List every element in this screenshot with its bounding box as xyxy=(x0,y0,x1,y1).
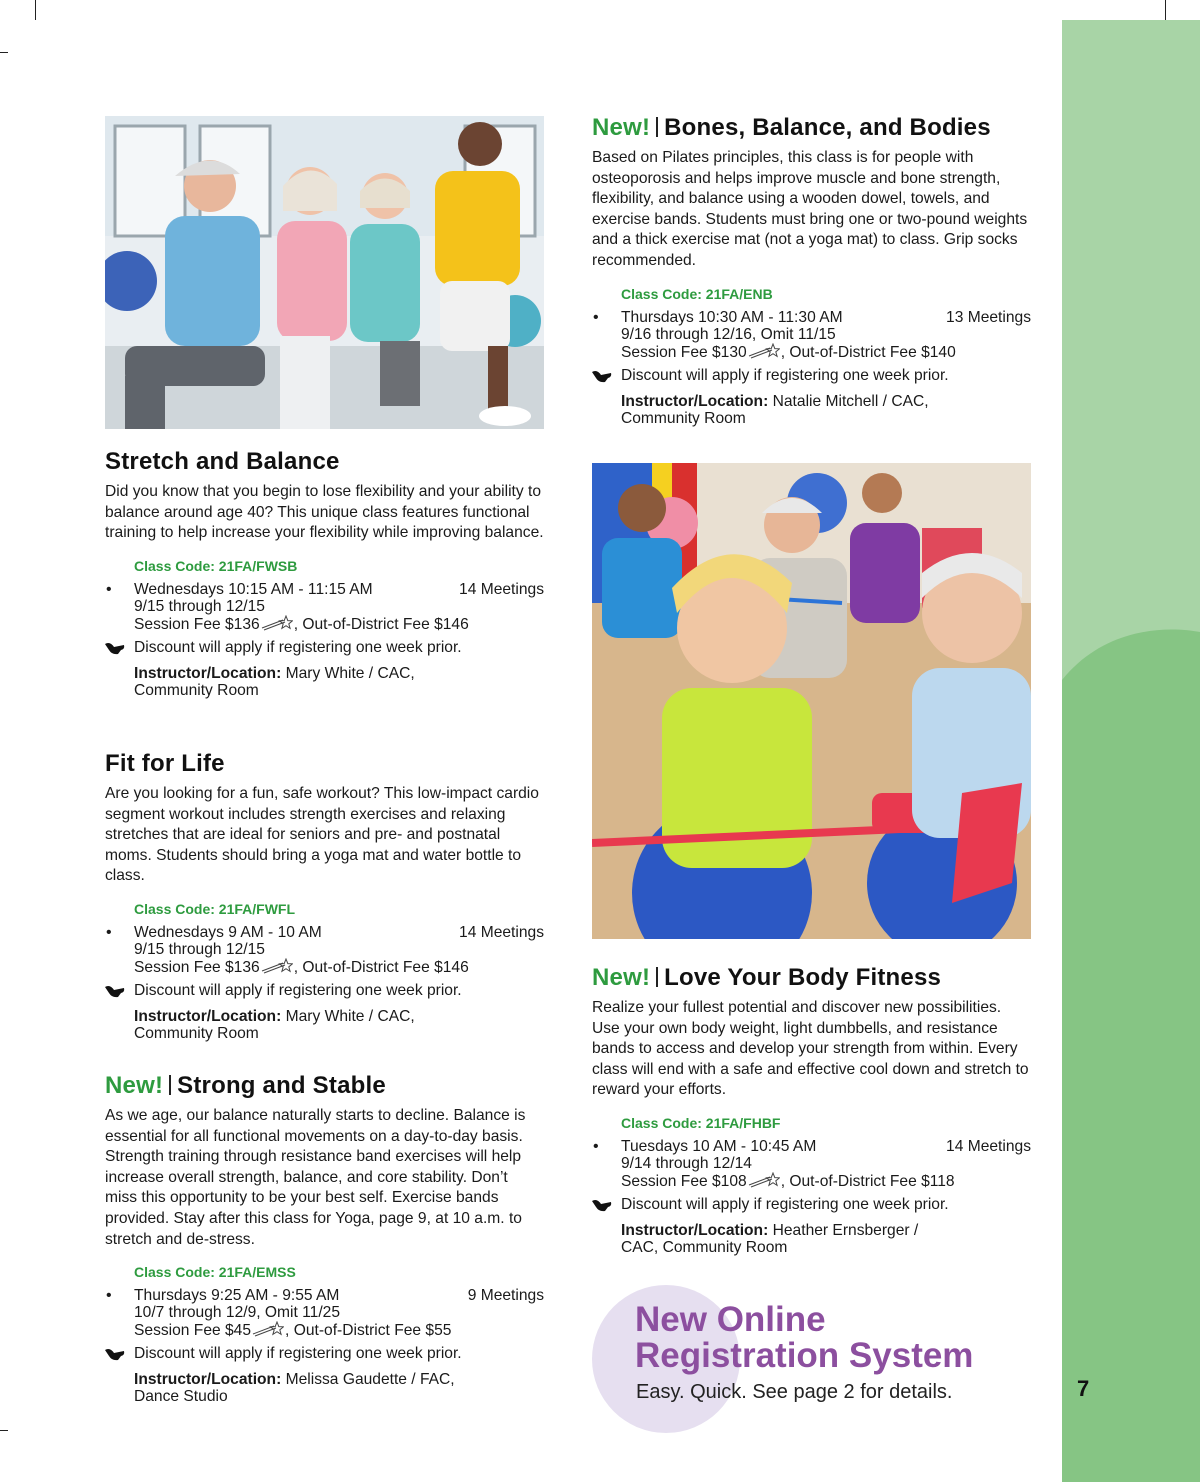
photo-seniors-stretching xyxy=(105,116,544,429)
schedule-row xyxy=(106,1287,544,1305)
instructor-label: Instructor/Location: xyxy=(621,1221,769,1239)
session-fee: Session Fee $45 xyxy=(134,1322,252,1340)
discount-note xyxy=(621,367,1031,385)
class-description: Based on Pilates principles, this class is for people with osteoporosis and helps improve muscle and bone strength, flexibility, and balance using a wooden dowel, towels, and exercise bands. Students must bring one or two-pound weights and a thick exercise mat (not a yoga mat) to class. Grip socks recommended. xyxy=(592,149,1028,269)
class-title-text: Strong and Stable xyxy=(177,1072,386,1099)
instructor-label: Instructor/Location: xyxy=(621,392,769,410)
crop-mark xyxy=(35,0,36,20)
fee-line xyxy=(621,343,1031,361)
schedule-row xyxy=(593,1137,1031,1155)
class-description: Are you looking for a fun, safe workout? This low-impact cardio segment workout includes strength exercises and relaxing stretches that are ideal for seniors and pre- and postnatal moms. Students should bring a yoga mat and water bottle to class. xyxy=(105,785,539,885)
fee-line xyxy=(134,1321,544,1339)
discount-star-icon xyxy=(748,1172,780,1188)
schedule: Thursdays 10:30 AM - 11:30 AM xyxy=(621,308,843,326)
discount-note xyxy=(621,1196,1031,1214)
out-of-district-fee: , Out-of-District Fee $140 xyxy=(780,343,956,361)
location: Community Room xyxy=(621,409,746,427)
new-badge: New! xyxy=(592,964,651,991)
discount-note xyxy=(134,982,544,1000)
class-details xyxy=(592,1115,1031,1256)
meetings-count: 13 Meetings xyxy=(946,308,1031,326)
class-title xyxy=(105,448,544,476)
discount-text: Discount will apply if registering one week prior. xyxy=(134,638,462,656)
out-of-district-fee: , Out-of-District Fee $118 xyxy=(780,1172,955,1190)
location: Dance Studio xyxy=(134,1388,228,1406)
class-title-text: Fit for Life xyxy=(105,750,225,777)
out-of-district-fee: , Out-of-District Fee $55 xyxy=(285,1322,452,1340)
instructor: Mary White / CAC, xyxy=(285,1007,415,1025)
discount-star-icon xyxy=(252,1321,284,1337)
new-badge: New! xyxy=(105,1072,164,1099)
class-title xyxy=(105,750,544,778)
hand-pointer-icon xyxy=(591,369,613,383)
promo-subtitle: Easy. Quick. See page 2 for details. xyxy=(636,1381,953,1403)
discount-text: Discount will apply if registering one week prior. xyxy=(134,1345,462,1363)
instructor: Melissa Gaudette / FAC, xyxy=(285,1371,455,1389)
class-title xyxy=(592,114,1031,142)
class-title xyxy=(105,1072,544,1100)
bullet-icon: • xyxy=(593,1137,599,1155)
bullet-icon: • xyxy=(106,923,112,941)
meetings-count: 14 Meetings xyxy=(946,1137,1031,1155)
discount-star-icon xyxy=(748,343,780,359)
session-fee: Session Fee $136 xyxy=(134,615,260,633)
session-fee: Session Fee $130 xyxy=(621,343,747,361)
class-title-text: Bones, Balance, and Bodies xyxy=(664,114,991,141)
hand-pointer-icon xyxy=(104,984,126,998)
discount-text: Discount will apply if registering one week prior. xyxy=(621,1195,949,1213)
class-love-your-body-fitness xyxy=(592,964,1031,1256)
promo-title-line1: New Online xyxy=(635,1300,826,1339)
sidebar-wave xyxy=(1062,20,1200,1482)
page-number: 7 xyxy=(1077,1376,1090,1401)
fee-line xyxy=(134,615,544,633)
instructor-location xyxy=(621,1222,1031,1256)
schedule-row xyxy=(106,580,544,598)
instructor: Mary White / CAC, xyxy=(285,664,415,682)
sidebar-band xyxy=(1062,20,1200,1482)
session-fee: Session Fee $108 xyxy=(621,1172,747,1190)
promo-title xyxy=(635,1302,1055,1374)
hand-pointer-icon xyxy=(104,1347,126,1361)
class-details xyxy=(105,558,544,699)
promo-title-line2: Registration System xyxy=(635,1336,974,1375)
instructor-label: Instructor/Location: xyxy=(134,664,282,682)
class-code: Class Code: 21FA/ENB xyxy=(621,285,773,302)
schedule: Thursdays 9:25 AM - 9:55 AM xyxy=(134,1287,340,1305)
schedule: Wednesdays 10:15 AM - 11:15 AM xyxy=(134,580,373,598)
class-description: Realize your fullest potential and discover new possibilities. Use your own body weight, light dumbbells, and resistance bands to access and develop your strength from within. Every class will end with a safe and effective cool down and stretch to reward your efforts. xyxy=(592,999,1029,1099)
class-title-text: Love Your Body Fitness xyxy=(664,964,942,991)
discount-star-icon xyxy=(261,615,293,631)
class-stretch-and-balance xyxy=(105,448,544,699)
discount-text: Discount will apply if registering one week prior. xyxy=(134,981,462,999)
fee-line xyxy=(134,958,544,976)
instructor-location xyxy=(134,1008,544,1042)
title-divider xyxy=(169,1075,171,1095)
class-description: Did you know that you begin to lose flexibility and your ability to balance around age 40? This unique class features functional training to help increase your flexibility while improving balance. xyxy=(105,483,544,542)
session-fee: Session Fee $136 xyxy=(134,958,260,976)
class-description: As we age, our balance naturally starts to decline. Balance is essential for all functional movements on a day-to-day basis. Strength training through resistance band exercises will help increase overall strength, balance, and core stability. Don’t miss this opportunity to be your best self. Exercise bands provided. Stay after this class for Yoga, page 9, at 10 a.m. to stretch and de-stress. xyxy=(105,1107,526,1248)
hand-pointer-icon xyxy=(104,641,126,655)
title-divider xyxy=(656,967,658,987)
dates: 10/7 through 12/9, Omit 11/25 xyxy=(134,1304,341,1322)
bullet-icon: • xyxy=(593,308,599,326)
out-of-district-fee: , Out-of-District Fee $146 xyxy=(293,958,469,976)
class-code: Class Code: 21FA/FHBF xyxy=(621,1114,781,1131)
photo-exercise-band-group xyxy=(592,463,1031,939)
location: CAC, Community Room xyxy=(621,1238,788,1256)
class-details xyxy=(105,901,544,1042)
instructor-location xyxy=(134,1371,544,1405)
class-code: Class Code: 21FA/FWSB xyxy=(134,557,298,574)
fee-line xyxy=(621,1172,1031,1190)
class-strong-and-stable xyxy=(105,1072,544,1405)
instructor-label: Instructor/Location: xyxy=(134,1371,282,1389)
bullet-icon: • xyxy=(106,1287,112,1305)
class-details xyxy=(105,1264,544,1405)
title-divider xyxy=(656,117,658,137)
crop-mark xyxy=(0,1430,8,1431)
instructor: Natalie Mitchell / CAC, xyxy=(772,392,929,410)
schedule-row xyxy=(106,923,544,941)
meetings-count: 14 Meetings xyxy=(459,580,544,598)
instructor-location xyxy=(134,665,544,699)
dates: 9/16 through 12/16, Omit 11/15 xyxy=(621,325,836,343)
class-title-text: Stretch and Balance xyxy=(105,448,340,475)
discount-text: Discount will apply if registering one week prior. xyxy=(621,366,949,384)
out-of-district-fee: , Out-of-District Fee $146 xyxy=(293,615,469,633)
class-code: Class Code: 21FA/EMSS xyxy=(134,1264,296,1281)
instructor-location xyxy=(621,393,1031,427)
schedule: Tuesdays 10 AM - 10:45 AM xyxy=(621,1137,817,1155)
class-title xyxy=(592,964,1031,992)
discount-note xyxy=(134,1345,544,1363)
meetings-count: 14 Meetings xyxy=(459,923,544,941)
schedule: Wednesdays 9 AM - 10 AM xyxy=(134,923,322,941)
class-fit-for-life xyxy=(105,750,544,1042)
crop-mark xyxy=(1165,0,1166,20)
dates: 9/14 through 12/14 xyxy=(621,1154,752,1172)
schedule-row xyxy=(593,308,1031,326)
discount-note xyxy=(134,639,544,657)
dates: 9/15 through 12/15 xyxy=(134,597,265,615)
new-badge: New! xyxy=(592,114,651,141)
location: Community Room xyxy=(134,1024,259,1042)
instructor-label: Instructor/Location: xyxy=(134,1007,282,1025)
discount-star-icon xyxy=(261,958,293,974)
class-bones-balance-bodies xyxy=(592,114,1031,427)
dates: 9/15 through 12/15 xyxy=(134,940,265,958)
class-code: Class Code: 21FA/FWFL xyxy=(134,900,296,917)
location: Community Room xyxy=(134,681,259,699)
bullet-icon: • xyxy=(106,580,112,598)
crop-mark xyxy=(0,52,8,53)
class-details xyxy=(592,286,1031,427)
meetings-count: 9 Meetings xyxy=(467,1287,544,1305)
instructor: Heather Ernsberger / xyxy=(772,1221,919,1239)
hand-pointer-icon xyxy=(591,1198,613,1212)
